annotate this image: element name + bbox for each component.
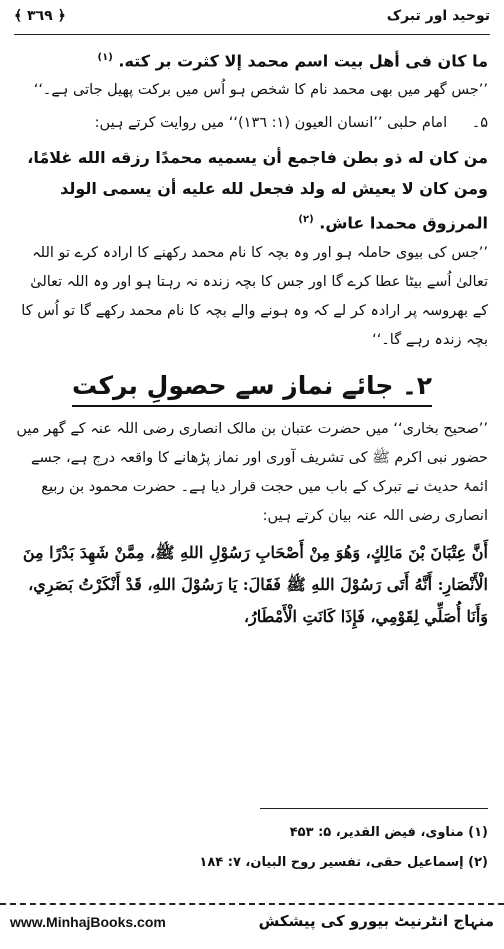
list-item-number: ۵۔ — [471, 115, 488, 132]
footnote-rule — [260, 808, 488, 809]
page-body — [16, 42, 488, 633]
footer-rule — [0, 903, 504, 905]
page-number: ﴿ ٣٦٩ ﴾ — [14, 8, 66, 24]
page-header — [14, 6, 490, 34]
footnote-ref-2: (٢) — [298, 214, 314, 226]
header-rule — [14, 34, 490, 35]
arabic-quote-2 — [16, 142, 488, 238]
footnotes — [16, 818, 488, 878]
footnote-1: (١) مناوی، فیض القدیر، ۵: ۴۵۳ — [289, 825, 488, 840]
page-footer — [10, 910, 494, 940]
footnote-ref-1: (١) — [97, 52, 113, 63]
urdu-paragraph-3: ’’صحیح بخاری‘‘ میں حضرت عتبان بن مالک انصاری رضی اللہ عنہ کے گھر میں حضور نبی اکرم ﷺ کی تشریف آوری اور نماز پڑھانے کا واقعہ درج ہے، جسے ائمۂ حدیث نے تبرک کے باب میں حجت قرار دیا ہے۔ حضرت محمود بن ربیع انصاری رضی اللہ عنہ بیان کرتے ہیں: — [16, 420, 488, 524]
hadith-text: أَنَّ عِتْبَانَ بْنَ مَالِكٍ، وَهُوَ مِنْ أَصْحَابِ رَسُوْلِ اللهِ ﷺ، مِمَّنْ شَهِدَ بَدْرًا مِنَ الْأَنْصَارِ: أَنَّهُ أَتَى رَسُوْلَ اللهِ ﷺ فَقَالَ: يَا رَسُوْلَ اللهِ، قَدْ أَنْكَرْتُ بَصَرِي، وَأَنَا أُصَلِّي لِقَوْمِي، فَإِذَا كَانَتِ الْأَمْطَارُ، — [22, 542, 488, 626]
footnote-2: (٢) إسماعیل حقی، تفسیر روح البیان، ۷: ۱۸۴ — [199, 855, 488, 870]
publisher-credit: منہاج انٹرنیٹ بیورو کی پیشکش — [258, 912, 494, 930]
arabic-quote-2-text: من كان له ذو بطن فاجمع أن يسميه محمدًا رزقه الله غلامًا، ومن كان لا يعيش له ولد فجعل لله عليه أن يسمى الولد المرزوق محمدا عاش. — [27, 148, 488, 233]
arabic-quote-1 — [16, 42, 488, 76]
urdu-translation-2: ’’جس کی بیوی حاملہ ہو اور وہ بچہ کا نام محمد رکھنے کا ارادہ کرے تو اللہ تعالیٰ اُسے بیٹا عطا کرے گا اور جس کا بچہ زندہ نہ رہتا ہو اور وہ اللہ تعالیٰ کے بھروسہ پر ارادہ کر لے کہ وہ ہونے والے بچہ کا نام محمد رکھے گا تو اُس کا بچہ زندہ رہے گا۔‘‘ — [21, 244, 488, 348]
website-link[interactable]: www.MinhajBooks.com — [10, 914, 166, 930]
urdu-translation-1: ’’جس گھر میں بھی محمد نام کا شخص ہو اُس میں برکت پھیل جاتی ہے۔‘‘ — [33, 82, 488, 99]
list-item-text: امام حلبی ’’انسان العیون (١: ١٣٦)‘‘ میں روایت کرتے ہیں: — [94, 115, 448, 132]
arabic-quote-1-text: ما كان فى أهل بيت اسم محمد إلا كثرت بر كته. — [118, 51, 488, 71]
section-heading: ٢۔ جائے نماز سے حصولِ برکت — [72, 369, 432, 407]
running-title: توحید اور تبرک — [386, 8, 490, 24]
list-item-5 — [16, 109, 488, 138]
